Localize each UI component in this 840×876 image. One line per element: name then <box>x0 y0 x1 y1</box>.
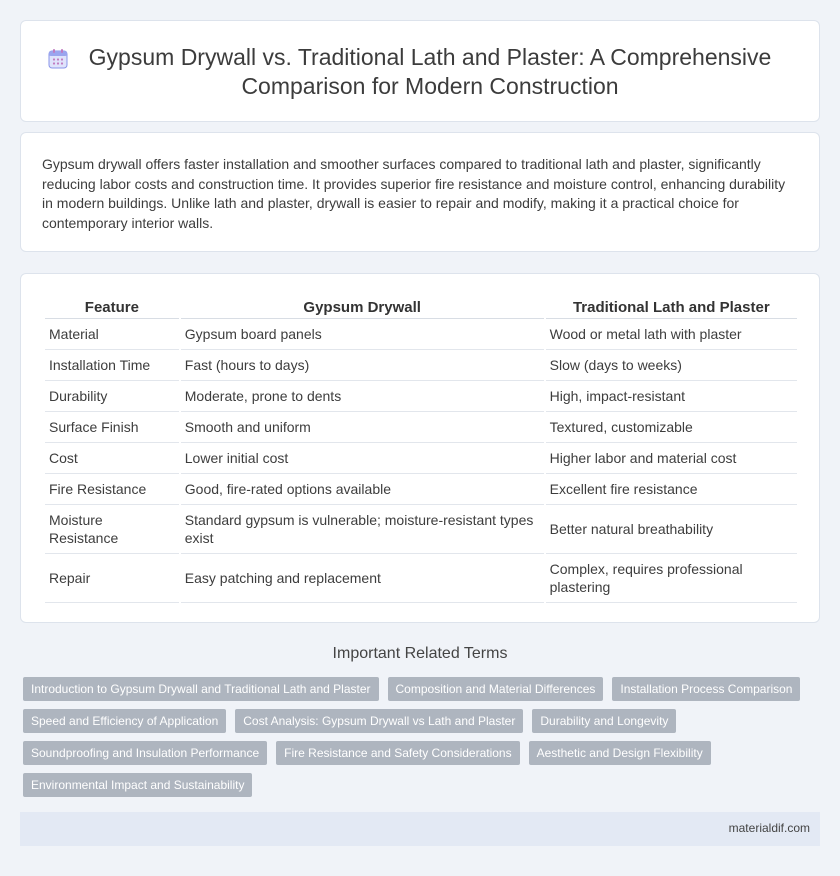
drywall-cell: Smooth and uniform <box>181 412 544 443</box>
plaster-cell: Higher labor and material cost <box>546 443 797 474</box>
related-term-tag[interactable]: Durability and Longevity <box>532 709 676 733</box>
related-term-tag[interactable]: Cost Analysis: Gypsum Drywall vs Lath and Plaster <box>235 709 523 733</box>
feature-cell: Durability <box>45 381 179 412</box>
plaster-cell: Slow (days to weeks) <box>546 350 797 381</box>
header-lath-and-plaster: Traditional Lath and Plaster <box>546 297 797 319</box>
drywall-cell: Standard gypsum is vulnerable; moisture-resistant types exist <box>181 505 544 554</box>
header-gypsum-drywall: Gypsum Drywall <box>181 297 544 319</box>
plaster-cell: High, impact-resistant <box>546 381 797 412</box>
plaster-cell: Excellent fire resistance <box>546 474 797 505</box>
title-card <box>20 20 820 122</box>
table-row <box>45 319 797 350</box>
footer-site-link[interactable]: materialdif.com <box>728 821 810 835</box>
footer <box>20 812 820 846</box>
related-terms-heading: Important Related Terms <box>332 645 508 662</box>
table-header-row <box>45 297 797 319</box>
plaster-cell: Better natural breathability <box>546 505 797 554</box>
feature-cell: Surface Finish <box>45 412 179 443</box>
drywall-cell: Moderate, prone to dents <box>181 381 544 412</box>
plaster-cell: Textured, customizable <box>546 412 797 443</box>
table-row <box>45 474 797 505</box>
drywall-cell: Gypsum board panels <box>181 319 544 350</box>
related-term-tag[interactable]: Introduction to Gypsum Drywall and Traditional Lath and Plaster <box>23 677 379 701</box>
table-row <box>45 505 797 554</box>
table-row <box>45 554 797 603</box>
comparison-table <box>43 297 799 603</box>
related-term-tag[interactable]: Fire Resistance and Safety Considerations <box>276 741 519 765</box>
related-term-tag[interactable]: Composition and Material Differences <box>388 677 604 701</box>
drywall-cell: Easy patching and replacement <box>181 554 544 603</box>
comparison-card <box>20 273 820 623</box>
related-term-tag[interactable]: Aesthetic and Design Flexibility <box>529 741 711 765</box>
table-row <box>45 350 797 381</box>
feature-cell: Material <box>45 319 179 350</box>
intro-card <box>20 132 820 252</box>
page-title: Gypsum Drywall vs. Traditional Lath and Plaster: A Comprehensive Comparison for Modern Construction <box>88 44 772 99</box>
drywall-cell: Good, fire-rated options available <box>181 474 544 505</box>
feature-cell: Installation Time <box>45 350 179 381</box>
table-row <box>45 412 797 443</box>
related-term-tag[interactable]: Soundproofing and Insulation Performance <box>23 741 267 765</box>
related-terms-list <box>23 677 813 797</box>
related-term-tag[interactable]: Installation Process Comparison <box>612 677 800 701</box>
intro-paragraph: Gypsum drywall offers faster installation and smoother surfaces compared to traditional lath and plaster, significantly reducing labor costs and construction time. It provides superior fire resistance and moisture control, enhancing durability in modern buildings. Unlike lath and plaster, drywall is easier to repair and modify, making it a practical choice for contemporary interior walls. <box>42 156 786 231</box>
feature-cell: Moisture Resistance <box>45 505 179 554</box>
table-row <box>45 443 797 474</box>
feature-cell: Cost <box>45 443 179 474</box>
header-feature: Feature <box>45 297 179 319</box>
table-row <box>45 381 797 412</box>
plaster-cell: Complex, requires professional plastering <box>546 554 797 603</box>
plaster-cell: Wood or metal lath with plaster <box>546 319 797 350</box>
feature-cell: Repair <box>45 554 179 603</box>
feature-cell: Fire Resistance <box>45 474 179 505</box>
related-term-tag[interactable]: Speed and Efficiency of Application <box>23 709 226 733</box>
drywall-cell: Fast (hours to days) <box>181 350 544 381</box>
drywall-cell: Lower initial cost <box>181 443 544 474</box>
related-term-tag[interactable]: Environmental Impact and Sustainability <box>23 773 252 797</box>
